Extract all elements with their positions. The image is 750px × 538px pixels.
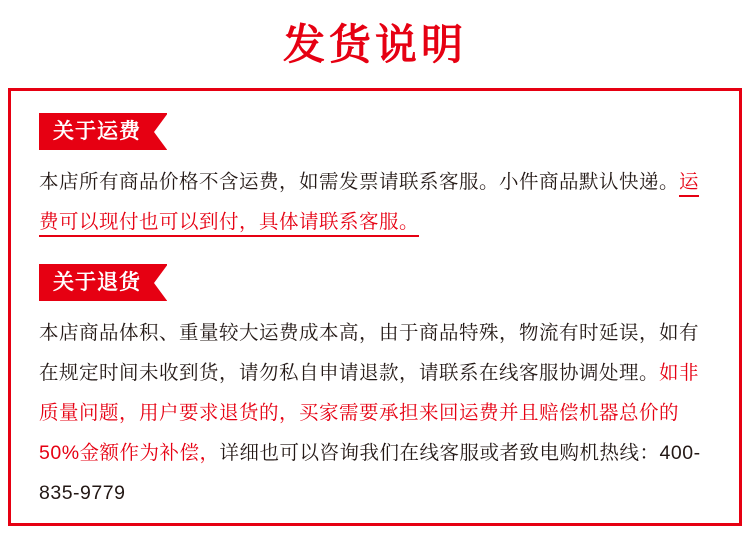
section-ribbon-shipping-fee: 关于运费 <box>39 113 167 150</box>
content-frame <box>8 88 742 526</box>
page-title: 发货说明 <box>282 21 467 68</box>
section-shipping-fee <box>39 113 711 242</box>
shipping-fee-text-highlight: 运费可以现付也可以到付，具体请联系客服。 <box>39 171 699 237</box>
section-body-returns <box>39 313 711 513</box>
returns-text-plain-2: 详细也可以咨询我们在线客服或者致电购机热线： <box>219 442 660 465</box>
section-returns <box>39 264 711 513</box>
section-ribbon-returns: 关于退货 <box>39 264 167 301</box>
hotline-number: 400-835-9779 <box>39 442 701 505</box>
content-inner <box>11 91 739 513</box>
returns-text-highlight: 如非质量问题，用户要求退货的，买家需要承担来回运费并且赔偿机器总价的50%金额作为补偿， <box>39 362 700 465</box>
section-body-shipping-fee <box>39 162 711 242</box>
returns-text-plain-1: 本店商品体积、重量较大运费成本高，由于商品特殊，物流有时延误，如有在规定时间未收到货，请勿私自申请退款，请联系在线客服协调处理。 <box>39 322 700 385</box>
shipping-fee-text-plain: 本店所有商品价格不含运费，如需发票请联系客服。小件商品默认快递。 <box>39 171 680 194</box>
